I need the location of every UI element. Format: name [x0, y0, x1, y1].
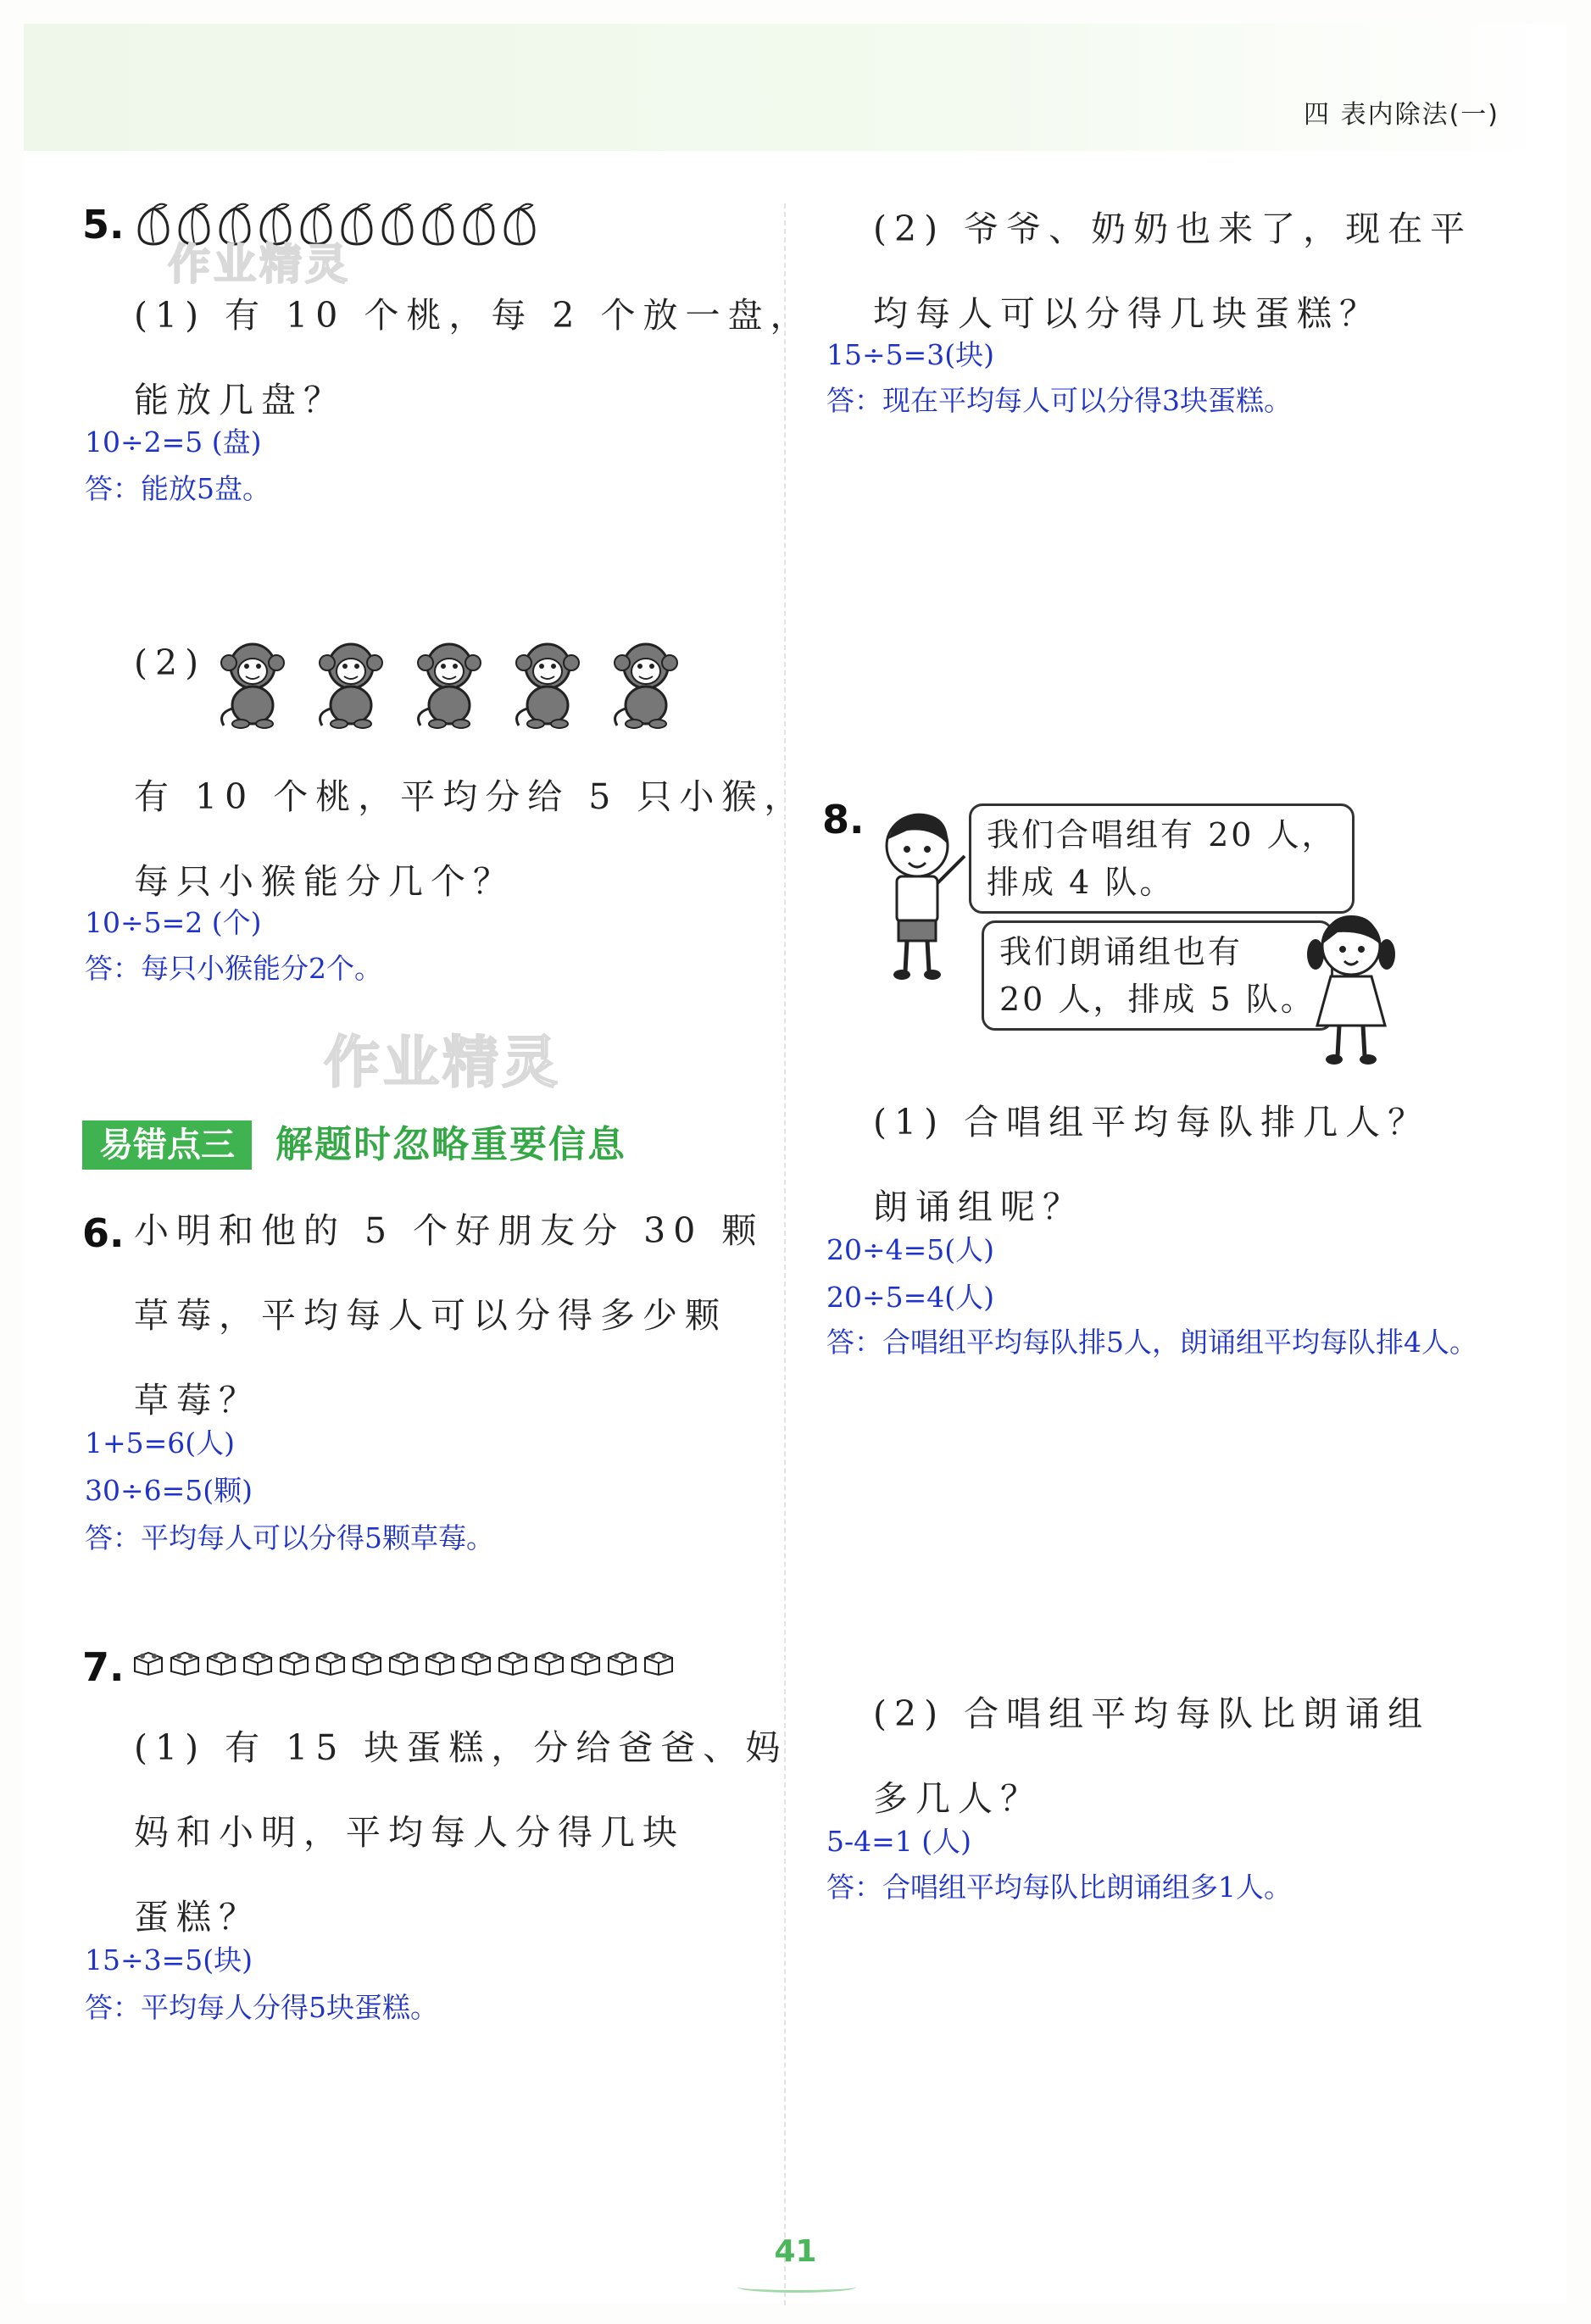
monkey-icon — [212, 637, 293, 731]
q7-part1-answer-equation: 15÷3=5(块) — [85, 1943, 253, 1977]
monkey-icon — [507, 637, 588, 731]
q7-part1-line2: 妈和小明，平均每人分得几块 — [134, 1812, 685, 1853]
cake-icon — [459, 1648, 493, 1676]
q5-part2-label: (2) — [134, 642, 207, 683]
column-divider — [784, 203, 786, 2305]
watermark-middle: 作业精灵 — [324, 1030, 561, 1095]
q8-part1-answer-step2: 20÷5=4(人) — [826, 1281, 995, 1314]
page-number: 41 — [774, 2234, 817, 2269]
q8-part1-line1: (1) 合唱组平均每队排几人？ — [873, 1102, 1431, 1143]
q5-part2-line1: 有 10 个桃，平均分给 5 只小猴， — [134, 776, 807, 817]
section-title: 解题时忽略重要信息 — [275, 1123, 626, 1166]
q6-line2: 草莓，平均每人可以分得多少颗 — [134, 1295, 727, 1336]
cake-icon — [241, 1648, 275, 1676]
page-sheet — [24, 24, 1566, 2304]
question-8-number: 8. — [822, 797, 865, 842]
q6-answer-text: 答：平均每人可以分得5颗草莓。 — [85, 1521, 494, 1554]
q8-part1-answer-text: 答：合唱组平均每队排5人，朗诵组平均每队排4人。 — [826, 1326, 1477, 1359]
section-tag: 易错点三 — [82, 1120, 252, 1170]
cake-icon — [314, 1648, 348, 1676]
q7-part2-answer-text: 答：现在平均每人可以分得3块蛋糕。 — [826, 384, 1292, 417]
cake-icon — [605, 1648, 639, 1676]
girl-illustration — [1297, 907, 1407, 1068]
boy-speech-bubble — [969, 803, 1355, 914]
q5-part1-answer-equation: 10÷2=5 (盘) — [85, 425, 262, 459]
cake-icon — [168, 1648, 202, 1676]
q7-part1-answer-text: 答：平均每人分得5块蛋糕。 — [85, 1991, 438, 2024]
monkey-icon — [409, 637, 490, 731]
page-number-underline — [737, 2282, 856, 2293]
q5-part1-line1: (1) 有 10 个桃，每 2 个放一盘， — [134, 295, 813, 336]
q6-line3: 草莓？ — [134, 1380, 261, 1421]
peach-icon — [459, 200, 498, 247]
cake-icon — [350, 1648, 384, 1676]
watermark-top: 作业精灵 — [168, 240, 351, 289]
q7-part2-answer-equation: 15÷5=3(块) — [826, 338, 995, 371]
cake-icon — [204, 1648, 238, 1676]
question-6-number: 6. — [82, 1210, 125, 1256]
monkey-icon — [605, 637, 687, 731]
cake-icon — [642, 1648, 676, 1676]
peach-icon — [419, 200, 458, 247]
q5-part2-line2: 每只小猴能分几个？ — [134, 861, 515, 902]
girl-bubble-line2: 20 人，排成 5 队。 — [999, 981, 1316, 1018]
q8-part2-line1: (2) 合唱组平均每队比朗诵组 — [873, 1693, 1431, 1734]
cake-icon — [496, 1648, 530, 1676]
cake-icon — [569, 1648, 603, 1676]
chapter-title: 四 表内除法(一) — [1304, 100, 1499, 130]
peach-icon — [378, 200, 417, 247]
boy-bubble-line2: 排成 4 队。 — [987, 864, 1175, 901]
q7-part1-line3: 蛋糕？ — [134, 1897, 261, 1938]
cake-row-illustration — [131, 1648, 678, 1676]
q8-part2-answer-equation: 5-4=1 (人) — [826, 1825, 972, 1858]
boy-illustration — [865, 805, 975, 983]
q6-answer-step2: 30÷6=5(颗) — [85, 1474, 253, 1507]
cake-icon — [277, 1648, 311, 1676]
q8-part2-line2: 多几人？ — [873, 1778, 1043, 1819]
q7-part2-line2: 均每人可以分得几块蛋糕？ — [873, 293, 1382, 334]
q7-part1-line1: (1) 有 15 块蛋糕，分给爸爸、妈 — [134, 1727, 788, 1768]
q8-part2-answer-text: 答：合唱组平均每队比朗诵组多1人。 — [826, 1871, 1292, 1904]
header-band — [24, 24, 1566, 151]
girl-speech-bubble — [982, 920, 1333, 1031]
q5-part1-answer-text: 答：能放5盘。 — [85, 472, 270, 505]
cake-icon — [131, 1648, 165, 1676]
question-7-number: 7. — [82, 1644, 125, 1690]
q7-part2-line1: (2) 爷爷、奶奶也来了，现在平 — [873, 208, 1473, 249]
cake-icon — [532, 1648, 566, 1676]
girl-bubble-line1: 我们朗诵组也有 — [999, 933, 1243, 970]
boy-bubble-line1: 我们合唱组有 20 人， — [987, 816, 1337, 853]
cake-icon — [387, 1648, 420, 1676]
q8-part1-answer-step1: 20÷4=5(人) — [826, 1233, 995, 1266]
q6-answer-step1: 1+5=6(人) — [85, 1426, 236, 1459]
q5-part2-answer-equation: 10÷5=2 (个) — [85, 906, 262, 939]
peach-icon — [500, 200, 539, 247]
question-5-number: 5. — [82, 202, 125, 247]
q6-line1: 小明和他的 5 个好朋友分 30 颗 — [134, 1210, 765, 1251]
q5-part2-answer-text: 答：每只小猴能分2个。 — [85, 952, 382, 985]
monkey-icon — [310, 637, 392, 731]
monkey-row-illustration — [212, 637, 704, 731]
cake-icon — [423, 1648, 457, 1676]
q8-part1-line2: 朗诵组呢？ — [873, 1187, 1085, 1227]
q5-part1-line2: 能放几盘？ — [134, 380, 346, 420]
